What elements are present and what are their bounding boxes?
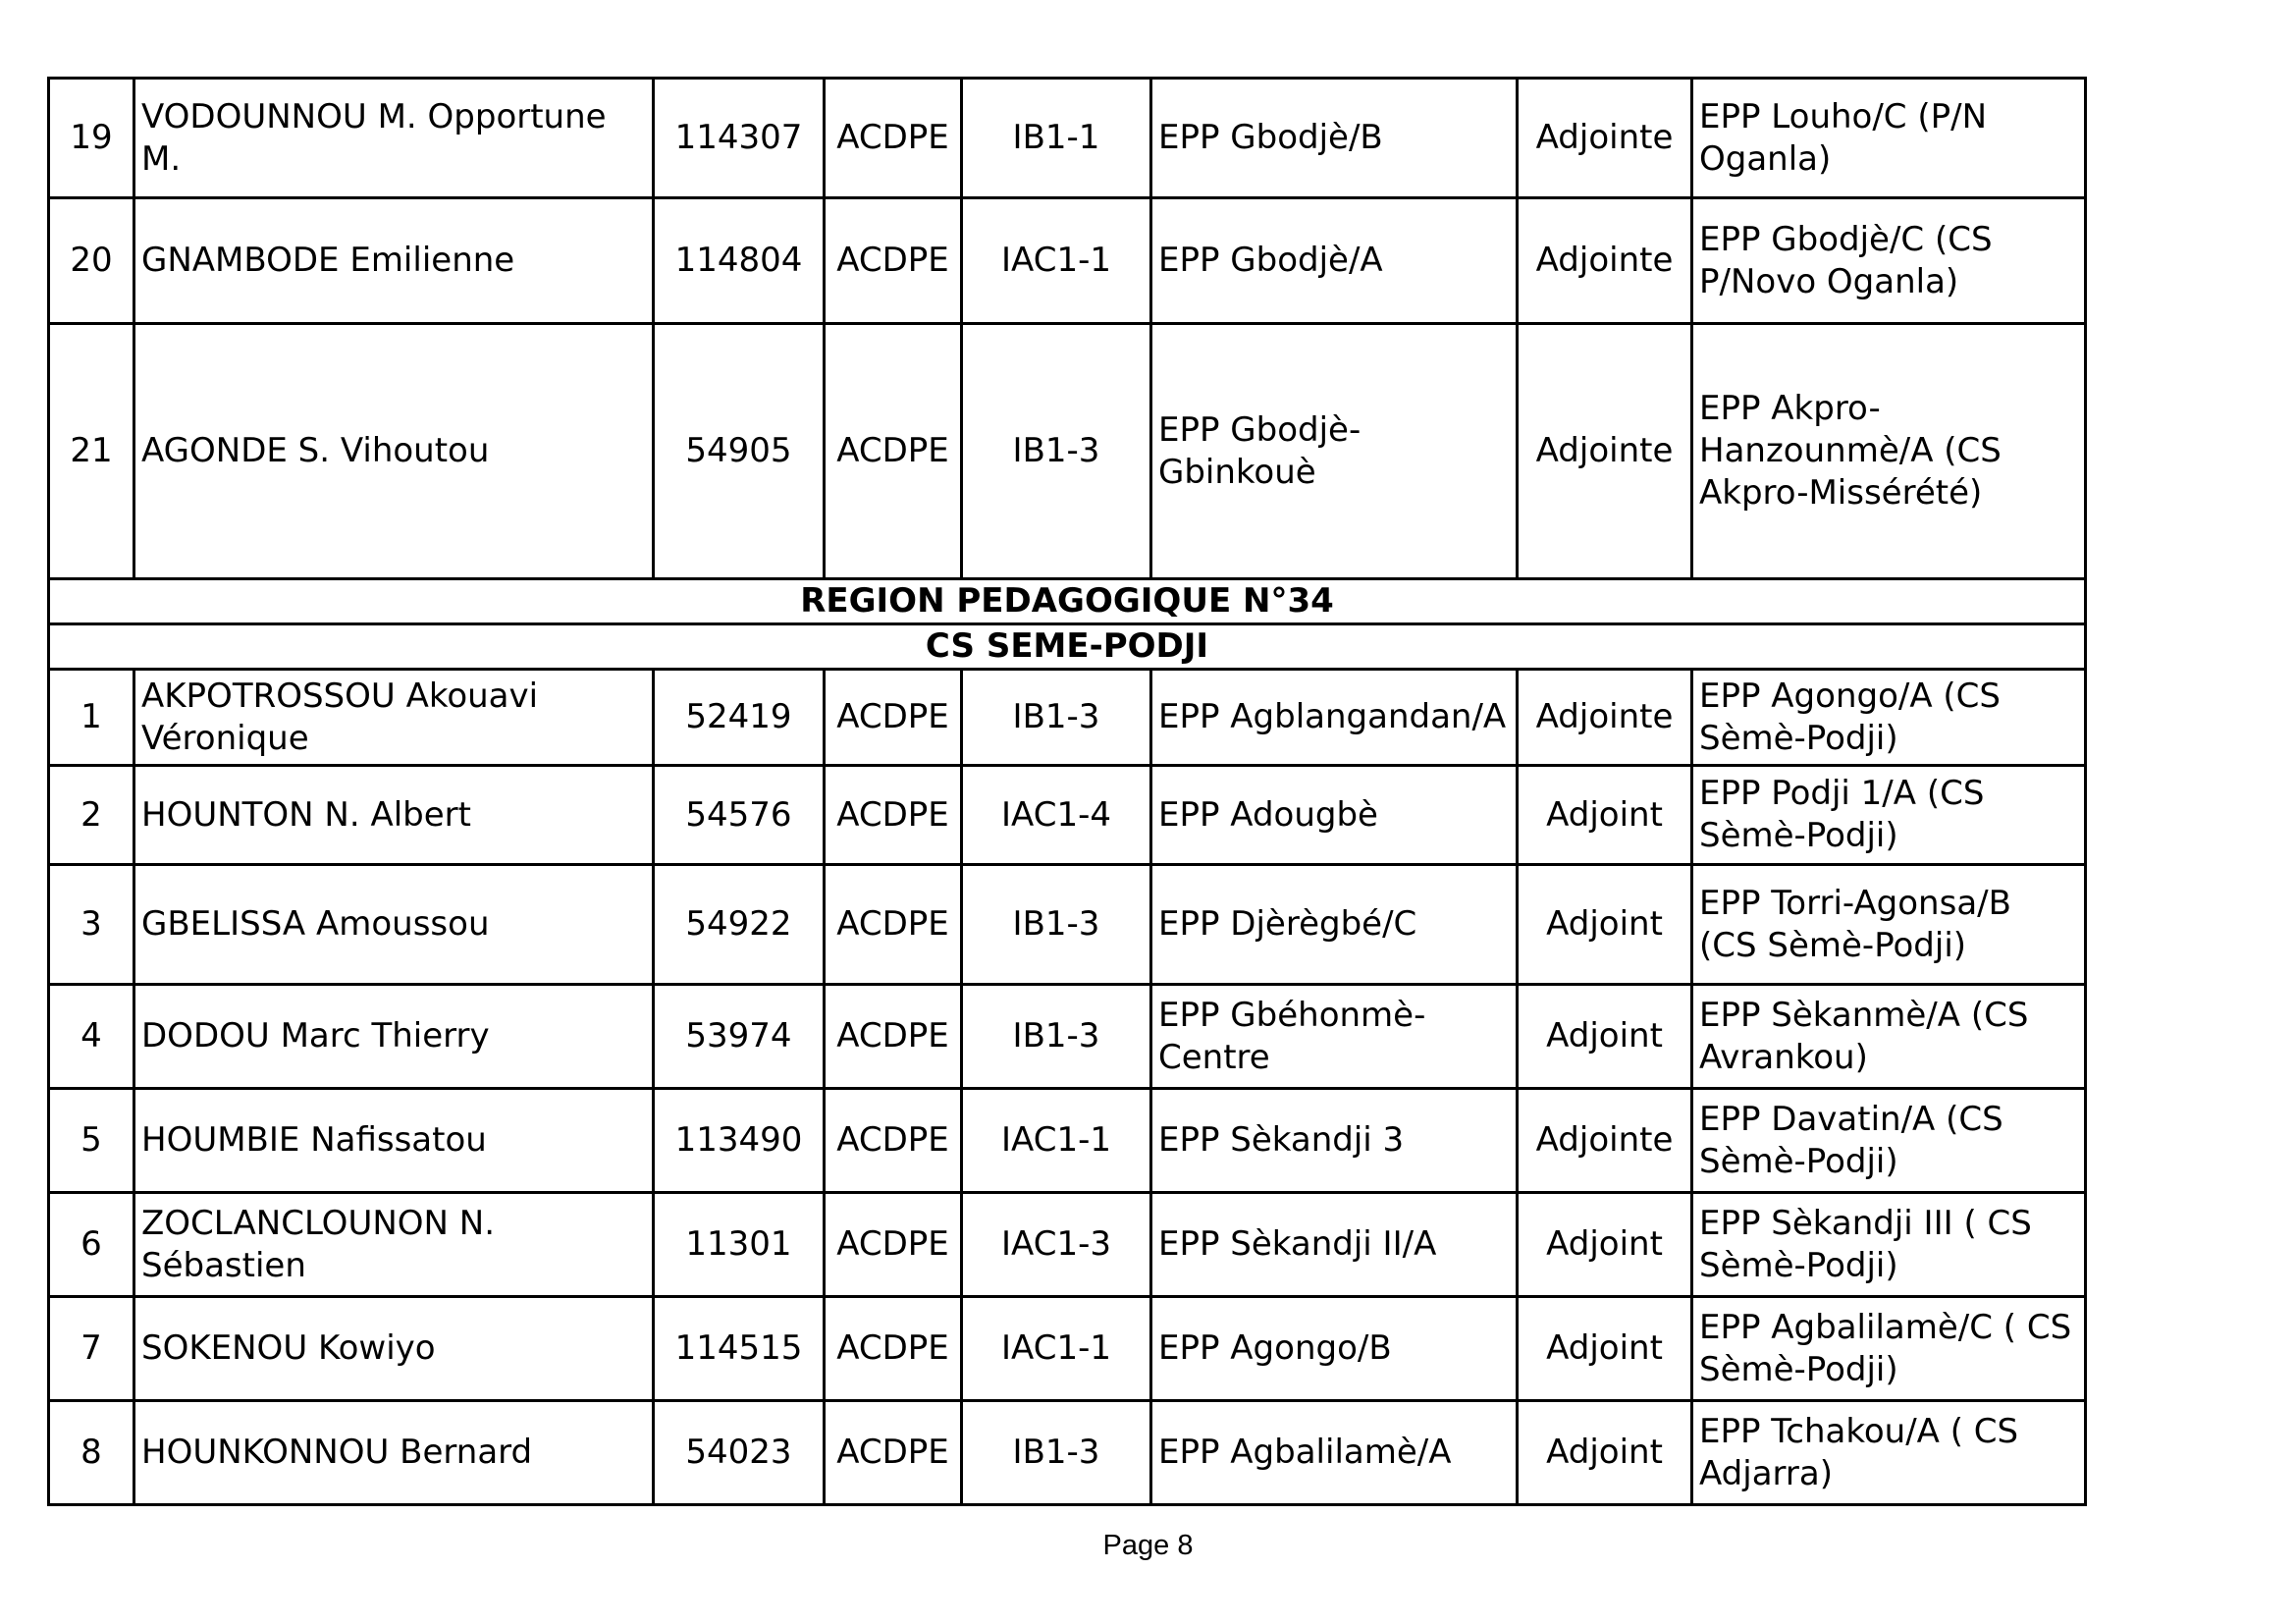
region-heading: REGION PEDAGOGIQUE N°34 <box>49 579 2086 624</box>
table-row <box>49 1193 2086 1297</box>
assignment-table <box>47 77 2087 1506</box>
table-row <box>49 985 2086 1089</box>
origin-school-cell: EPP Gbéhonmè-Centre <box>1151 985 1518 1089</box>
matricule-cell: 53974 <box>654 985 825 1089</box>
function-cell: Adjoint <box>1518 1193 1692 1297</box>
destination-school-cell: EPP Akpro-Hanzounmè/A (CS Akpro-Missérété) <box>1692 324 2086 579</box>
teacher-name-cell: HOUNKONNOU Bernard <box>134 1401 654 1505</box>
grade-cell: IB1-3 <box>962 1401 1151 1505</box>
teacher-name-cell: HOUNTON N. Albert <box>134 766 654 865</box>
matricule-cell: 113490 <box>654 1089 825 1193</box>
teacher-name-cell: VODOUNNOU M. Opportune M. <box>134 79 654 198</box>
row-number-cell: 19 <box>49 79 134 198</box>
teacher-name-cell: DODOU Marc Thierry <box>134 985 654 1089</box>
matricule-cell: 114307 <box>654 79 825 198</box>
cs-heading: CS SEME-PODJI <box>49 624 2086 670</box>
table-row <box>49 324 2086 579</box>
teacher-name-cell: AGONDE S. Vihoutou <box>134 324 654 579</box>
teacher-name-cell: AKPOTROSSOU Akouavi Véronique <box>134 670 654 766</box>
destination-school-cell: EPP Sèkandji III ( CS Sèmè-Podji) <box>1692 1193 2086 1297</box>
row-number-cell: 5 <box>49 1089 134 1193</box>
row-number-cell: 6 <box>49 1193 134 1297</box>
row-number-cell: 3 <box>49 865 134 985</box>
row-number-cell: 4 <box>49 985 134 1089</box>
origin-school-cell: EPP Sèkandji II/A <box>1151 1193 1518 1297</box>
corps-cell: ACDPE <box>825 865 962 985</box>
corps-cell: ACDPE <box>825 324 962 579</box>
grade-cell: IB1-3 <box>962 985 1151 1089</box>
table-row <box>49 1401 2086 1505</box>
grade-cell: IB1-3 <box>962 865 1151 985</box>
grade-cell: IAC1-4 <box>962 766 1151 865</box>
teacher-name-cell: ZOCLANCLOUNON N. Sébastien <box>134 1193 654 1297</box>
corps-cell: ACDPE <box>825 670 962 766</box>
function-cell: Adjoint <box>1518 865 1692 985</box>
page-number: Page 8 <box>1102 1530 1194 1561</box>
origin-school-cell: EPP Gbodjè/B <box>1151 79 1518 198</box>
destination-school-cell: EPP Sèkanmè/A (CS Avrankou) <box>1692 985 2086 1089</box>
destination-school-cell: EPP Louho/C (P/N Oganla) <box>1692 79 2086 198</box>
section-row-region <box>49 579 2086 624</box>
row-number-cell: 20 <box>49 198 134 324</box>
row-number-cell: 21 <box>49 324 134 579</box>
grade-cell: IAC1-1 <box>962 1089 1151 1193</box>
function-cell: Adjoint <box>1518 1297 1692 1401</box>
matricule-cell: 114804 <box>654 198 825 324</box>
teacher-name-cell: GBELISSA Amoussou <box>134 865 654 985</box>
destination-school-cell: EPP Agongo/A (CS Sèmè-Podji) <box>1692 670 2086 766</box>
matricule-cell: 11301 <box>654 1193 825 1297</box>
corps-cell: ACDPE <box>825 1089 962 1193</box>
corps-cell: ACDPE <box>825 1193 962 1297</box>
teacher-name-cell: GNAMBODE Emilienne <box>134 198 654 324</box>
matricule-cell: 54576 <box>654 766 825 865</box>
grade-cell: IB1-3 <box>962 670 1151 766</box>
destination-school-cell: EPP Agbalilamè/C ( CS Sèmè-Podji) <box>1692 1297 2086 1401</box>
teacher-name-cell: HOUMBIE Nafissatou <box>134 1089 654 1193</box>
origin-school-cell: EPP Djèrègbé/C <box>1151 865 1518 985</box>
origin-school-cell: EPP Sèkandji 3 <box>1151 1089 1518 1193</box>
table-row <box>49 865 2086 985</box>
table-row <box>49 198 2086 324</box>
grade-cell: IB1-1 <box>962 79 1151 198</box>
function-cell: Adjointe <box>1518 1089 1692 1193</box>
origin-school-cell: EPP Gbodjè-Gbinkouè <box>1151 324 1518 579</box>
corps-cell: ACDPE <box>825 985 962 1089</box>
table-row <box>49 670 2086 766</box>
function-cell: Adjoint <box>1518 985 1692 1089</box>
origin-school-cell: EPP Gbodjè/A <box>1151 198 1518 324</box>
table-row <box>49 1297 2086 1401</box>
row-number-cell: 8 <box>49 1401 134 1505</box>
row-number-cell: 2 <box>49 766 134 865</box>
origin-school-cell: EPP Agongo/B <box>1151 1297 1518 1401</box>
table-row <box>49 79 2086 198</box>
function-cell: Adjointe <box>1518 79 1692 198</box>
corps-cell: ACDPE <box>825 1297 962 1401</box>
origin-school-cell: EPP Agbalilamè/A <box>1151 1401 1518 1505</box>
grade-cell: IAC1-3 <box>962 1193 1151 1297</box>
matricule-cell: 52419 <box>654 670 825 766</box>
matricule-cell: 54905 <box>654 324 825 579</box>
table-row <box>49 766 2086 865</box>
grade-cell: IAC1-1 <box>962 1297 1151 1401</box>
function-cell: Adjointe <box>1518 670 1692 766</box>
corps-cell: ACDPE <box>825 1401 962 1505</box>
row-number-cell: 7 <box>49 1297 134 1401</box>
teacher-name-cell: SOKENOU Kowiyo <box>134 1297 654 1401</box>
destination-school-cell: EPP Davatin/A (CS Sèmè-Podji) <box>1692 1089 2086 1193</box>
grade-cell: IB1-3 <box>962 324 1151 579</box>
function-cell: Adjoint <box>1518 766 1692 865</box>
grade-cell: IAC1-1 <box>962 198 1151 324</box>
origin-school-cell: EPP Agblangandan/A <box>1151 670 1518 766</box>
destination-school-cell: EPP Torri-Agonsa/B (CS Sèmè-Podji) <box>1692 865 2086 985</box>
function-cell: Adjoint <box>1518 1401 1692 1505</box>
table-row <box>49 1089 2086 1193</box>
origin-school-cell: EPP Adougbè <box>1151 766 1518 865</box>
destination-school-cell: EPP Podji 1/A (CS Sèmè-Podji) <box>1692 766 2086 865</box>
matricule-cell: 114515 <box>654 1297 825 1401</box>
corps-cell: ACDPE <box>825 766 962 865</box>
destination-school-cell: EPP Gbodjè/C (CS P/Novo Oganla) <box>1692 198 2086 324</box>
section-row-cs <box>49 624 2086 670</box>
destination-school-cell: EPP Tchakou/A ( CS Adjarra) <box>1692 1401 2086 1505</box>
corps-cell: ACDPE <box>825 79 962 198</box>
matricule-cell: 54922 <box>654 865 825 985</box>
matricule-cell: 54023 <box>654 1401 825 1505</box>
row-number-cell: 1 <box>49 670 134 766</box>
corps-cell: ACDPE <box>825 198 962 324</box>
function-cell: Adjointe <box>1518 198 1692 324</box>
function-cell: Adjointe <box>1518 324 1692 579</box>
